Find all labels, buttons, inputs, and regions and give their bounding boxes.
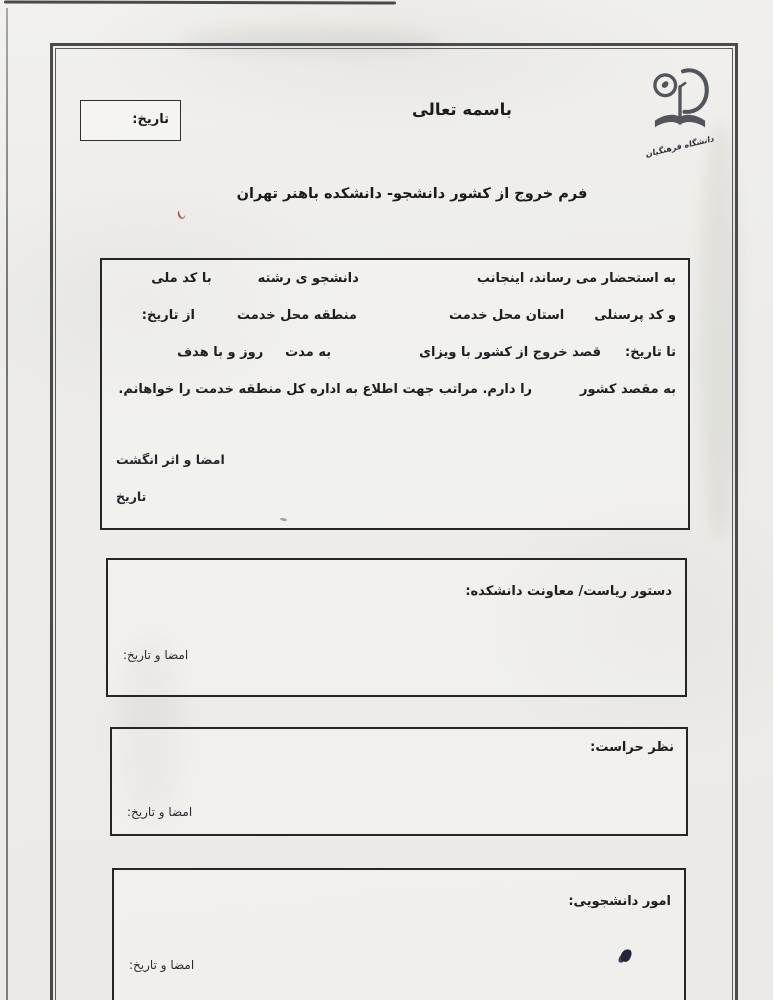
label-request-statement: را دارم. مراتب جهت اطلاع به اداره کل منطقه خدمت را خواهانم. (118, 382, 533, 397)
signature-date-label: امضا و تاریخ: (129, 958, 195, 972)
fill-in-blank (359, 280, 477, 282)
fill-in-blank (263, 354, 285, 356)
university-emblem-icon (649, 66, 711, 140)
label-hereby-informs: به استحضار می رساند، اینجانب (476, 271, 676, 286)
declaration-line-2 (102, 308, 688, 323)
scan-edge-top (4, 0, 396, 4)
label-until-date: تا تاریخ: (625, 345, 676, 360)
university-logo (636, 66, 724, 174)
fill-in-blank (331, 354, 419, 356)
fill-in-blank (601, 354, 625, 356)
declaration-line-4 (102, 382, 688, 397)
label-service-province: استان محل خدمت (448, 308, 565, 323)
declaration-line-3 (102, 345, 688, 360)
scan-edge-left (6, 8, 8, 1000)
signature-fingerprint-label: امضا و اثر انگشت (116, 452, 225, 467)
dean-directive-box (106, 558, 687, 697)
date-box-label: تاریخ: (132, 112, 169, 127)
fill-in-blank (212, 280, 258, 282)
pencil-mark (280, 517, 287, 521)
logo-caption: دانشگاه فرهنگیان (645, 134, 715, 159)
fill-in-blank (357, 317, 449, 319)
label-personnel-code: و کد پرسنلی (594, 308, 676, 323)
student-affairs-box (112, 868, 686, 1000)
label-for-duration: به مدت (285, 345, 332, 360)
security-opinion-header: نظر حراست: (590, 740, 674, 755)
declaration-date-label: تاریخ (116, 489, 147, 504)
label-destination-country: به مقصد کشور (580, 382, 676, 397)
emblem-comma (662, 81, 669, 88)
label-national-id: با کد ملی (151, 271, 212, 286)
declaration-line-1 (102, 271, 688, 286)
signature-date-label: امضا و تاریخ: (127, 805, 193, 819)
fill-in-blank (532, 391, 580, 393)
label-days-and-purpose: روز و با هدف (177, 345, 264, 360)
label-service-district: منطقه محل خدمت (236, 308, 357, 323)
form-title: فرم خروج از کشور دانشجو- دانشکده باهنر تهران (236, 186, 588, 202)
student-affairs-header: امور دانشجویی: (568, 894, 671, 909)
label-from-date: از تاریخ: (141, 308, 195, 323)
label-student-of-field: دانشجو ی رشته (257, 271, 359, 286)
fill-in-blank (564, 317, 594, 319)
dean-directive-header: دستور ریاست/ معاونت دانشکده: (465, 584, 672, 599)
label-exit-intent-visa: قصد خروج از کشور با ویزای (419, 345, 602, 360)
security-opinion-box (110, 727, 688, 836)
fill-in-blank (195, 317, 237, 319)
student-declaration-box (100, 258, 690, 530)
date-box (80, 100, 181, 141)
basmala: باسمه تعالی (411, 100, 513, 119)
signature-date-label: امضا و تاریخ: (123, 648, 189, 662)
